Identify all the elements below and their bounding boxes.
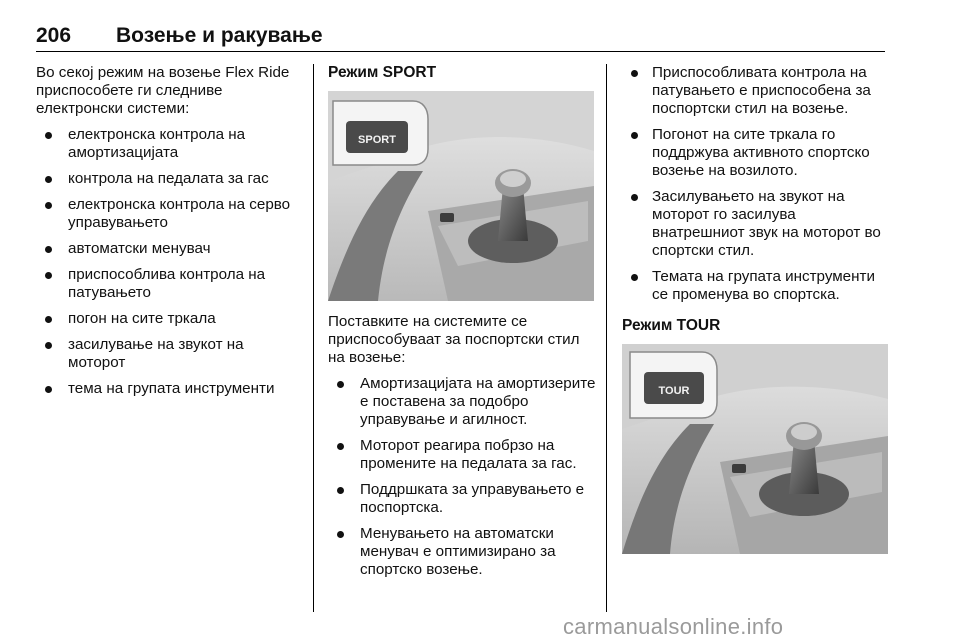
list-item: Приспособливата контрола на патувањето е приспособена за поспортски стил на возење.	[622, 64, 888, 118]
list-item: тема на групата инструменти	[36, 380, 304, 398]
list-item: Моторот реагира побрзо на промените на педалата за гас.	[328, 437, 596, 473]
list-item: електронска контрола на амортизацијата	[36, 126, 304, 162]
column-divider	[606, 64, 607, 612]
systems-list	[36, 126, 304, 398]
sport-settings-list-continued	[622, 64, 888, 304]
list-item: Амортизацијата на амортизерите е поставена за подобро управување и агилност.	[328, 375, 596, 429]
watermark[interactable]: carmanualsonline.info	[563, 614, 784, 639]
column-divider	[313, 64, 314, 612]
list-item: Погонот на сите тркала го поддржува активното спортско возење на возилото.	[622, 126, 888, 180]
column-right	[622, 64, 888, 554]
list-item: Менувањето на автоматски менувач е оптимизирано за спортско возење.	[328, 525, 596, 579]
list-item: приспособлива контрола на патувањето	[36, 266, 304, 302]
page-title: Возење и ракување	[116, 24, 323, 47]
column-left	[36, 64, 304, 406]
sport-mode-illustration	[328, 91, 594, 301]
tour-mode-illustration	[622, 344, 888, 554]
sport-button-label: SPORT	[358, 134, 396, 146]
list-item: Засилувањето на звукот на моторот го засилува внатрешниот звук на моторот во спортски стил.	[622, 188, 888, 260]
list-item: Темата на групата инструменти се променува во спортска.	[622, 268, 888, 304]
sport-mode-heading: Режим SPORT	[328, 64, 437, 81]
tour-mode-heading: Режим TOUR	[622, 317, 721, 334]
list-item: погон на сите тркала	[36, 310, 304, 328]
intro-paragraph: Во секој режим на возење Flex Ride приспособете ги следниве електронски системи:	[36, 64, 290, 117]
tour-button-label: TOUR	[658, 385, 690, 397]
list-item: Поддршката за управувањето е поспортска.	[328, 481, 596, 517]
column-middle	[328, 64, 596, 587]
page-number: 206	[36, 24, 72, 47]
sport-settings-list	[328, 375, 596, 579]
header-rule	[36, 51, 885, 52]
list-item: засилување на звукот на моторот	[36, 336, 304, 372]
list-item: контрола на педалата за гас	[36, 170, 304, 188]
list-item: електронска контрола на серво управувањето	[36, 196, 304, 232]
page-header	[36, 22, 885, 50]
list-item: автоматски менувач	[36, 240, 304, 258]
sport-intro-paragraph: Поставките на системите се приспособуваат за поспортски стил на возење:	[328, 313, 580, 366]
